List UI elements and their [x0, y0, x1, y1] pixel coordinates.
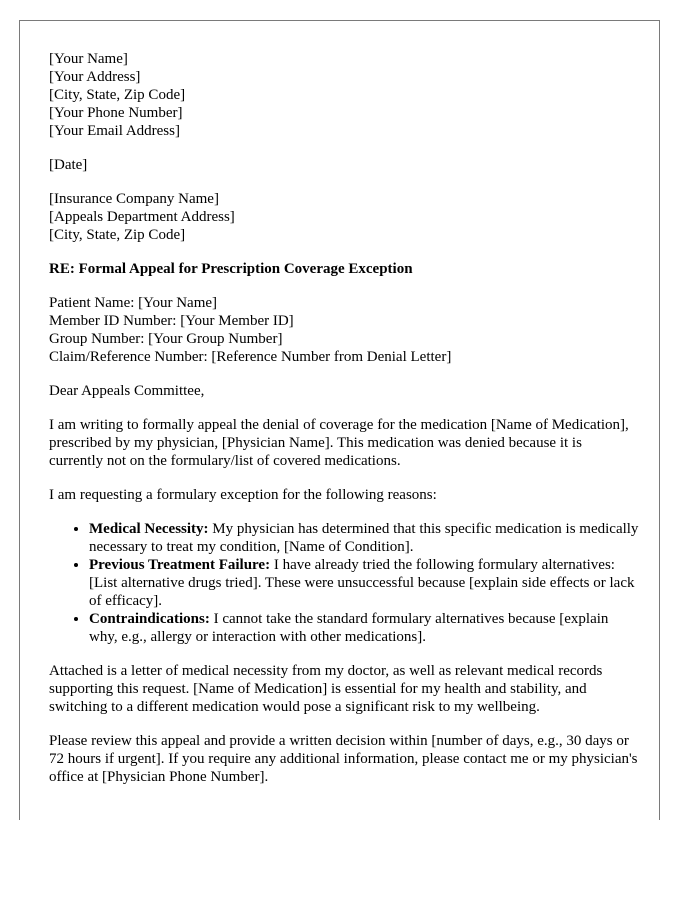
recipient-city-state-zip: [City, State, Zip Code] [49, 227, 186, 243]
member-id: Member ID Number: [Your Member ID] [49, 313, 294, 329]
list-item [89, 520, 639, 556]
sender-address: [Your Address] [49, 69, 141, 85]
sender-city-state-zip: [City, State, Zip Code] [49, 87, 186, 103]
sender-phone: [Your Phone Number] [49, 105, 183, 121]
salutation: Dear Appeals Committee, [49, 383, 205, 399]
sender-email: [Your Email Address] [49, 123, 180, 139]
claim-reference: Claim/Reference Number: [Reference Number from Denial Letter] [49, 349, 452, 365]
list-item [89, 610, 639, 646]
recipient-address: [Appeals Department Address] [49, 209, 235, 225]
patient-info-block [49, 294, 639, 366]
patient-name: Patient Name: [Your Name] [49, 295, 218, 311]
sender-name: [Your Name] [49, 51, 128, 67]
reason-text: My physician has determined that this specific medication is medically necessary to treat my condition, [Name of Condition]. [89, 521, 639, 555]
letter-content [49, 50, 639, 802]
reason-title: Medical Necessity: [89, 521, 209, 537]
list-item [89, 556, 639, 610]
letter-date: [Date] [49, 157, 88, 173]
sender-block [49, 50, 639, 140]
recipient-company: [Insurance Company Name] [49, 191, 219, 207]
reason-text: I cannot take the standard formulary alternatives because [explain why, e.g., allergy or interaction with other medications]. [89, 611, 609, 645]
intro-paragraph: I am writing to formally appeal the denial of coverage for the medication [Name of Medication], prescribed by my physician, [Physician Name]. This medication was denied because it is currently not on the formulary/list of covered medications. [49, 417, 629, 469]
reasons-list [49, 520, 639, 646]
reason-text: I have already tried the following formulary alternatives: [List alternative drugs tried]. These were unsuccessful because [explain side effects or lack of efficacy]. [89, 557, 635, 609]
reason-title: Previous Treatment Failure: [89, 557, 271, 573]
date-block [49, 156, 639, 174]
reasons-intro: I am requesting a formulary exception for the following reasons: [49, 487, 437, 503]
group-number: Group Number: [Your Group Number] [49, 331, 283, 347]
reason-title: Contraindications: [89, 611, 210, 627]
letter-page [19, 20, 660, 820]
request-paragraph: Please review this appeal and provide a written decision within [number of days, e.g., 30 days or 72 hours if urgent]. If you require any additional information, please contact me or my physician's office at [Physician Phone Number]. [49, 733, 638, 785]
subject-line: RE: Formal Appeal for Prescription Coverage Exception [49, 261, 413, 277]
recipient-block [49, 190, 639, 244]
attachments-paragraph: Attached is a letter of medical necessity from my doctor, as well as relevant medical records supporting this request. [Name of Medication] is essential for my health and stability, and switching to a different medication would pose a significant risk to my wellbeing. [49, 663, 603, 715]
